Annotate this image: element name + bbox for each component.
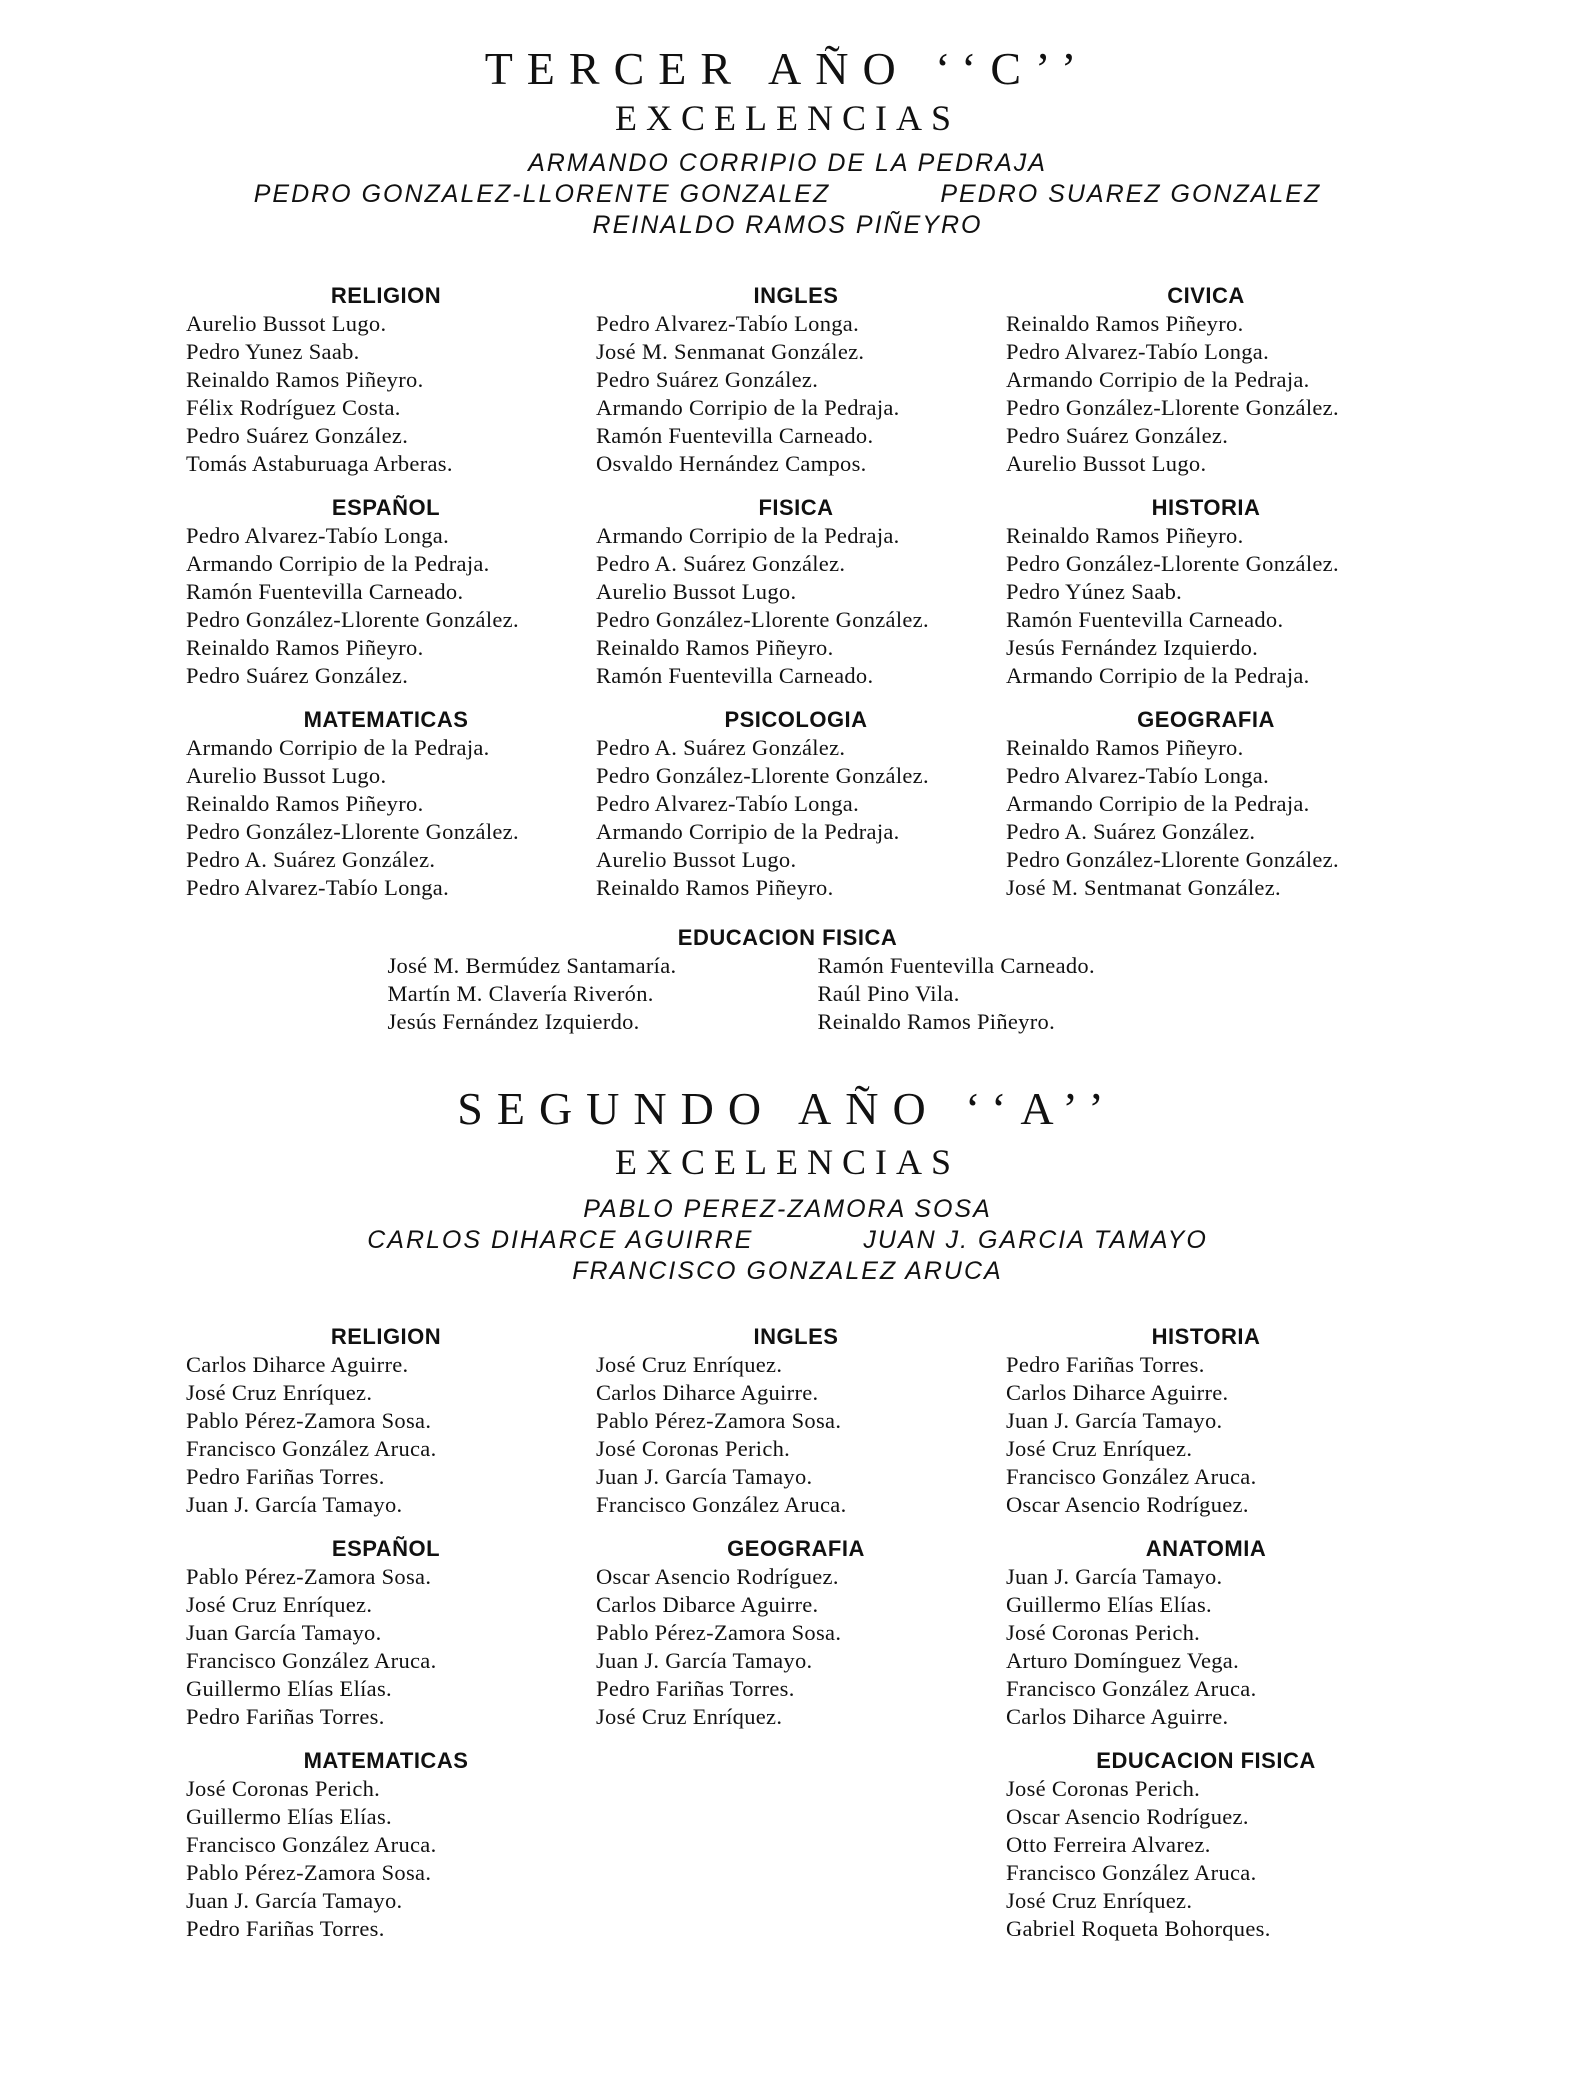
list-item: Pedro Alvarez-Tabío Longa. — [1006, 339, 1270, 364]
list-item: Reinaldo Ramos Piñeyro. — [1006, 523, 1244, 548]
name-list — [596, 734, 996, 902]
list-item: Aurelio Bussot Lugo. — [186, 311, 387, 336]
tercer-fisica — [596, 494, 996, 690]
list-item: Armando Corripio de la Pedraja. — [1006, 367, 1310, 392]
list-item: Pedro A. Suárez González. — [596, 735, 846, 760]
list-item: Jesús Fernández Izquierdo. — [1006, 635, 1259, 660]
list-item: Armando Corripio de la Pedraja. — [596, 395, 900, 420]
list-item: Pedro Suárez González. — [596, 367, 819, 392]
name-list-right — [818, 952, 1188, 1036]
list-item: Reinaldo Ramos Piñeyro. — [817, 1009, 1056, 1034]
tercer-ingles — [596, 282, 996, 478]
list-item: Osvaldo Hernández Campos. — [596, 451, 867, 476]
list-item: Pedro Alvarez-Tabío Longa. — [186, 875, 450, 900]
list-item: Oscar Asencio Rodríguez. — [1006, 1492, 1249, 1517]
list-item: Juan J. García Tamayo. — [596, 1648, 813, 1673]
list-item: José Cruz Enríquez. — [1006, 1436, 1193, 1461]
tercer-subtitle: EXCELENCIAS — [615, 98, 960, 138]
list-item: Pedro Alvarez-Tabío Longa. — [596, 311, 860, 336]
list-item: Pablo Pérez-Zamora Sosa. — [186, 1564, 432, 1589]
list-item: Carlos Diharce Aguirre. — [1006, 1380, 1229, 1405]
list-item: Pedro González-Llorente González. — [1006, 395, 1339, 420]
list-item: José Cruz Enríquez. — [596, 1352, 783, 1377]
name-list — [1006, 1775, 1406, 1943]
list-item: Reinaldo Ramos Piñeyro. — [186, 635, 424, 660]
segundo-honor-2b: JUAN J. GARCIA TAMAYO — [863, 1226, 1208, 1254]
list-item: José Cruz Enríquez. — [1006, 1888, 1193, 1913]
list-item: Pedro Fariñas Torres. — [1006, 1352, 1205, 1377]
subject-heading: GEOGRAFIA — [1137, 707, 1275, 732]
list-item: Oscar Asencio Rodríguez. — [596, 1564, 839, 1589]
list-item: Pedro González-Llorente González. — [1006, 847, 1339, 872]
list-item: José Cruz Enríquez. — [596, 1704, 783, 1729]
list-item: Reinaldo Ramos Piñeyro. — [1006, 735, 1244, 760]
list-item: Ramón Fuentevilla Carneado. — [596, 663, 874, 688]
list-item: Pablo Pérez-Zamora Sosa. — [596, 1620, 842, 1645]
list-item: Pedro González-Llorente González. — [1006, 551, 1339, 576]
list-item: Armando Corripio de la Pedraja. — [1006, 791, 1310, 816]
list-item: Pablo Pérez-Zamora Sosa. — [186, 1860, 432, 1885]
list-item: Ramón Fuentevilla Carneado. — [1006, 607, 1284, 632]
list-item: Reinaldo Ramos Piñeyro. — [1006, 311, 1244, 336]
segundo-anatomia — [1006, 1535, 1406, 1731]
name-list — [186, 1563, 586, 1731]
subject-heading: ESPAÑOL — [331, 495, 441, 520]
subject-heading: INGLES — [753, 1324, 839, 1349]
list-item: Pedro Suárez González. — [186, 663, 409, 688]
list-item: Reinaldo Ramos Piñeyro. — [186, 367, 424, 392]
subject-heading: PSICOLOGIA — [724, 707, 868, 732]
tercer-espanol — [186, 494, 586, 690]
name-list — [596, 522, 996, 690]
name-list — [186, 1775, 586, 1943]
list-item: Francisco González Aruca. — [186, 1648, 437, 1673]
list-item: Pablo Pérez-Zamora Sosa. — [596, 1408, 842, 1433]
list-item: José Coronas Perich. — [596, 1436, 791, 1461]
segundo-column-2 — [596, 1323, 996, 1747]
list-item: Armando Corripio de la Pedraja. — [596, 819, 900, 844]
subject-heading: RELIGION — [330, 283, 442, 308]
name-list — [1006, 1351, 1406, 1519]
list-item: José M. Senmanat González. — [596, 339, 865, 364]
list-item: Pedro A. Suárez González. — [186, 847, 436, 872]
list-item: Armando Corripio de la Pedraja. — [596, 523, 900, 548]
list-item: Gabriel Roqueta Bohorques. — [1006, 1916, 1271, 1941]
list-item: Pedro Fariñas Torres. — [596, 1676, 795, 1701]
subject-heading: HISTORIA — [1151, 1324, 1261, 1349]
segundo-column-1 — [186, 1323, 586, 1959]
list-item: Armando Corripio de la Pedraja. — [186, 735, 490, 760]
tercer-column-2 — [596, 282, 996, 918]
tercer-educacion-fisica — [0, 924, 1575, 1036]
list-item: Pedro González-Llorente González. — [186, 607, 519, 632]
list-item: Pedro Alvarez-Tabío Longa. — [186, 523, 450, 548]
list-item: Reinaldo Ramos Piñeyro. — [596, 635, 834, 660]
segundo-espanol — [186, 1535, 586, 1731]
list-item: Francisco González Aruca. — [596, 1492, 847, 1517]
segundo-historia — [1006, 1323, 1406, 1519]
list-item: Oscar Asencio Rodríguez. — [1006, 1804, 1249, 1829]
name-list — [596, 1563, 996, 1731]
subject-heading: CIVICA — [1167, 283, 1245, 308]
list-item: Aurelio Bussot Lugo. — [1006, 451, 1207, 476]
name-list — [1006, 734, 1406, 902]
subject-heading: RELIGION — [330, 1324, 442, 1349]
list-item: Ramón Fuentevilla Carneado. — [186, 579, 464, 604]
list-item: Francisco González Aruca. — [186, 1832, 437, 1857]
name-list — [186, 1351, 586, 1519]
subject-heading: INGLES — [753, 283, 839, 308]
list-item: Juan J. García Tamayo. — [1006, 1564, 1223, 1589]
name-list — [186, 734, 586, 902]
list-item: Armando Corripio de la Pedraja. — [186, 551, 490, 576]
subject-heading: EDUCACION FISICA — [1096, 1748, 1316, 1773]
list-item: Reinaldo Ramos Piñeyro. — [186, 791, 424, 816]
subject-heading: HISTORIA — [1151, 495, 1261, 520]
list-item: José M. Sentmanat González. — [1006, 875, 1281, 900]
list-item: Tomás Astaburuaga Arberas. — [186, 451, 453, 476]
subject-heading: MATEMATICAS — [303, 707, 469, 732]
list-item: Félix Rodríguez Costa. — [186, 395, 401, 420]
subject-heading: EDUCACION FISICA — [677, 925, 898, 950]
tercer-religion — [186, 282, 586, 478]
subject-heading: GEOGRAFIA — [727, 1536, 865, 1561]
segundo-geografia — [596, 1535, 996, 1731]
list-item: Pedro González-Llorente González. — [596, 607, 929, 632]
segundo-educacion-fisica — [1006, 1747, 1406, 1943]
tercer-column-1 — [186, 282, 586, 918]
tercer-column-3 — [1006, 282, 1406, 918]
name-list — [596, 310, 996, 478]
tercer-honor-1: ARMANDO CORRIPIO DE LA PEDRAJA — [528, 149, 1047, 177]
list-item: Juan J. García Tamayo. — [1006, 1408, 1223, 1433]
list-item: José Cruz Enríquez. — [186, 1380, 373, 1405]
list-item: Pablo Pérez-Zamora Sosa. — [186, 1408, 432, 1433]
list-item: Carlos Diharce Aguirre. — [186, 1352, 409, 1377]
list-item: Arturo Domínguez Vega. — [1006, 1648, 1240, 1673]
list-item: Francisco González Aruca. — [1006, 1860, 1257, 1885]
list-item: Pedro A. Suárez González. — [596, 551, 846, 576]
tercer-title: TERCER AÑO ‘‘C’’ — [484, 43, 1091, 94]
list-item: Guillermo Elías Elías. — [1006, 1592, 1212, 1617]
list-item: José Coronas Perich. — [1006, 1620, 1201, 1645]
list-item: José Coronas Perich. — [186, 1776, 381, 1801]
edfis-grid — [0, 952, 1575, 1036]
subject-heading: ANATOMIA — [1145, 1536, 1267, 1561]
list-item: Aurelio Bussot Lugo. — [596, 579, 797, 604]
list-item: Carlos Diharce Aguirre. — [596, 1380, 819, 1405]
subject-heading: FISICA — [758, 495, 834, 520]
tercer-geografia — [1006, 706, 1406, 902]
list-item: Guillermo Elías Elías. — [186, 1676, 392, 1701]
segundo-honor-pair — [0, 1226, 1575, 1255]
name-list — [186, 522, 586, 690]
segundo-religion — [186, 1323, 586, 1519]
list-item: Aurelio Bussot Lugo. — [186, 763, 387, 788]
tercer-honors — [0, 149, 1575, 240]
list-item: Juan García Tamayo. — [186, 1620, 382, 1645]
list-item: Juan J. García Tamayo. — [186, 1888, 403, 1913]
subject-heading: MATEMATICAS — [303, 1748, 469, 1773]
list-item: Raúl Pino Vila. — [817, 981, 960, 1006]
list-item: Pedro Suárez González. — [1006, 423, 1229, 448]
list-item: Juan J. García Tamayo. — [186, 1492, 403, 1517]
list-item: Reinaldo Ramos Piñeyro. — [596, 875, 834, 900]
list-item: Francisco González Aruca. — [1006, 1464, 1257, 1489]
list-item: Pedro González-Llorente González. — [596, 763, 929, 788]
list-item: Pedro Yúnez Saab. — [1006, 579, 1183, 604]
tercer-honor-2b: PEDRO SUAREZ GONZALEZ — [940, 180, 1322, 208]
list-item: Ramón Fuentevilla Carneado. — [596, 423, 874, 448]
list-item: Pedro Fariñas Torres. — [186, 1916, 385, 1941]
segundo-honor-2a: CARLOS DIHARCE AGUIRRE — [367, 1226, 754, 1254]
tercer-header — [0, 42, 1575, 240]
list-item: Pedro González-Llorente González. — [186, 819, 519, 844]
list-item: Aurelio Bussot Lugo. — [596, 847, 797, 872]
list-item: Pedro Alvarez-Tabío Longa. — [1006, 763, 1270, 788]
name-list — [186, 310, 586, 478]
segundo-honor-3: FRANCISCO GONZALEZ ARUCA — [572, 1257, 1003, 1285]
segundo-title: SEGUNDO AÑO ‘‘A’’ — [457, 1083, 1118, 1134]
list-item: Pedro Alvarez-Tabío Longa. — [596, 791, 860, 816]
list-item: Ramón Fuentevilla Carneado. — [817, 953, 1095, 978]
list-item: Guillermo Elías Elías. — [186, 1804, 392, 1829]
list-item: Pedro Fariñas Torres. — [186, 1464, 385, 1489]
segundo-column-3 — [1006, 1323, 1406, 1959]
list-item: Pedro Suárez González. — [186, 423, 409, 448]
segundo-header — [0, 1082, 1575, 1286]
list-item: Jesús Fernández Izquierdo. — [387, 1009, 640, 1034]
list-item: Pedro Yunez Saab. — [186, 339, 360, 364]
list-item: Francisco González Aruca. — [1006, 1676, 1257, 1701]
name-list — [596, 1351, 996, 1519]
segundo-ingles — [596, 1323, 996, 1519]
name-list-left — [388, 952, 758, 1036]
segundo-matematicas — [186, 1747, 586, 1943]
list-item: Francisco González Aruca. — [186, 1436, 437, 1461]
list-item: Carlos Dibarce Aguirre. — [596, 1592, 819, 1617]
list-item: Carlos Diharce Aguirre. — [1006, 1704, 1229, 1729]
name-list — [1006, 522, 1406, 690]
list-item: Juan J. García Tamayo. — [596, 1464, 813, 1489]
tercer-historia — [1006, 494, 1406, 690]
name-list — [1006, 1563, 1406, 1731]
list-item: Pedro A. Suárez González. — [1006, 819, 1256, 844]
list-item: Otto Ferreira Alvarez. — [1006, 1832, 1211, 1857]
tercer-honor-pair — [0, 180, 1575, 209]
tercer-civica — [1006, 282, 1406, 478]
segundo-subtitle: EXCELENCIAS — [615, 1142, 960, 1182]
name-list — [1006, 310, 1406, 478]
list-item: José Coronas Perich. — [1006, 1776, 1201, 1801]
segundo-honors — [0, 1195, 1575, 1286]
tercer-honor-3: REINALDO RAMOS PIÑEYRO — [592, 211, 983, 239]
list-item: José Cruz Enríquez. — [186, 1592, 373, 1617]
list-item: Armando Corripio de la Pedraja. — [1006, 663, 1310, 688]
subject-heading: ESPAÑOL — [331, 1536, 441, 1561]
tercer-matematicas — [186, 706, 586, 902]
tercer-honor-2a: PEDRO GONZALEZ-LLORENTE GONZALEZ — [253, 180, 831, 208]
tercer-psicologia — [596, 706, 996, 902]
list-item: José M. Bermúdez Santamaría. — [387, 953, 677, 978]
list-item: Pedro Fariñas Torres. — [186, 1704, 385, 1729]
segundo-honor-1: PABLO PEREZ-ZAMORA SOSA — [583, 1195, 992, 1223]
list-item: Martín M. Clavería Riverón. — [387, 981, 654, 1006]
